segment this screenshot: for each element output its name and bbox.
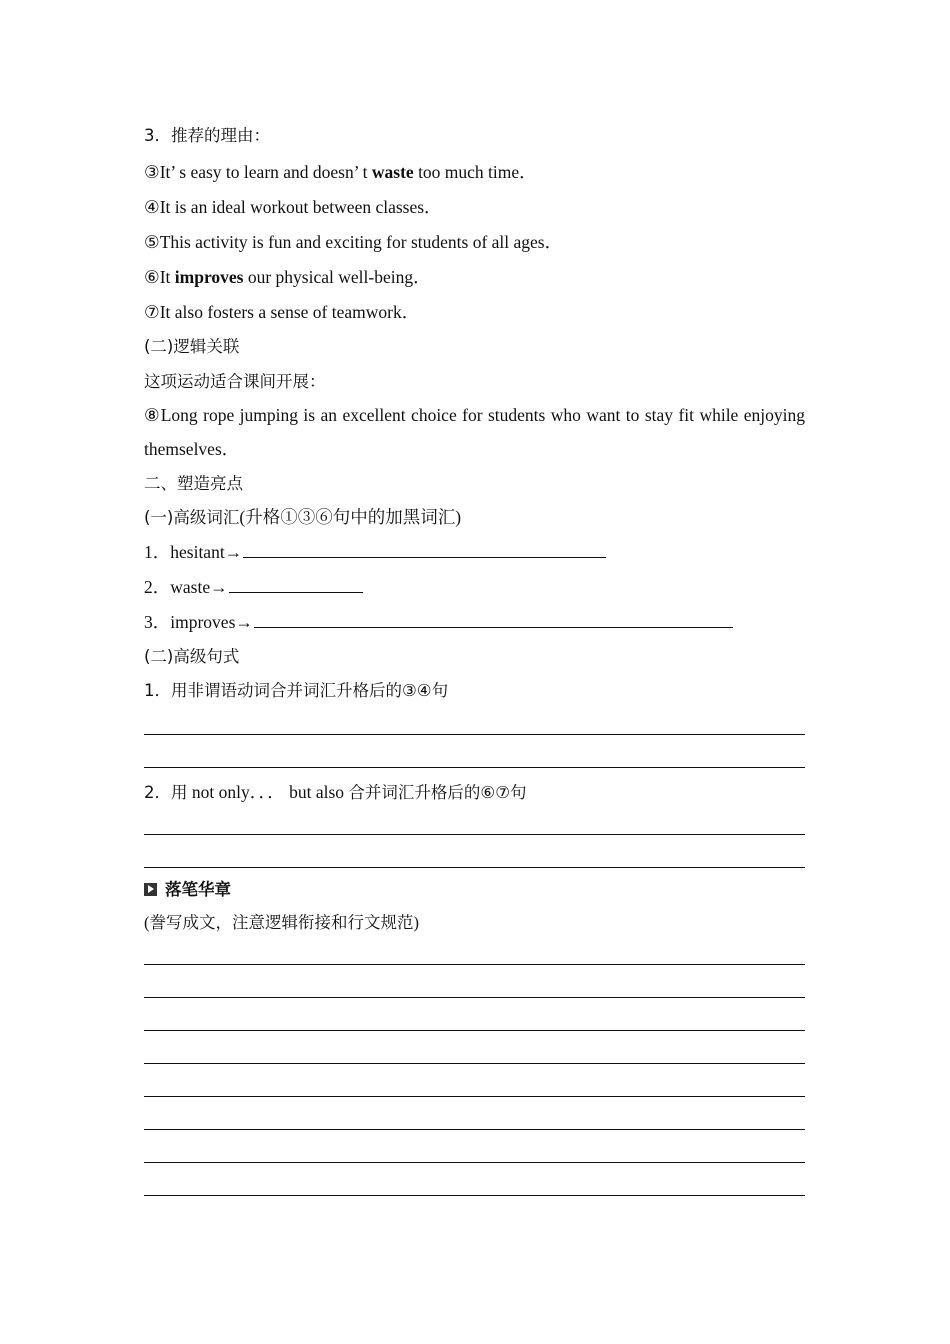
sentence-7: ⑦It also fosters a sense of teamwork． bbox=[144, 302, 420, 322]
task-1-answer-line-2[interactable] bbox=[144, 767, 805, 768]
task-2-pattern: not only．．． but also bbox=[187, 782, 349, 802]
writing-instruction: (誊写成文，注意逻辑衔接和行文规范) bbox=[144, 913, 419, 932]
writing-line-8[interactable] bbox=[144, 1195, 805, 1196]
sentence-6 bbox=[144, 267, 431, 287]
sentence-4: ④It is an ideal workout between classes． bbox=[144, 197, 442, 217]
vocab-item-2-label: 2．waste→ bbox=[144, 577, 228, 597]
vocab-item-3-label: 3．improves→ bbox=[144, 612, 253, 632]
vocab-item-2-blank[interactable] bbox=[229, 577, 363, 593]
vocab-heading bbox=[144, 507, 461, 528]
sentence-pattern-heading: (二)高级句式 bbox=[144, 647, 240, 666]
vocab-item-1 bbox=[144, 542, 606, 562]
logic-intro: 这项运动适合课间开展： bbox=[144, 372, 326, 391]
logic-heading: (二)逻辑关联 bbox=[144, 337, 240, 356]
sentence-3 bbox=[144, 162, 537, 182]
sentence-3-bold-word: waste bbox=[371, 162, 414, 182]
sentence-3-pre: ③It’ s easy to learn and doesn’ t bbox=[144, 162, 372, 182]
sentence-5: ⑤This activity is fun and exciting for students of all ages． bbox=[144, 232, 563, 252]
vocab-item-3-blank[interactable] bbox=[254, 612, 733, 628]
task-2-answer-line-1[interactable] bbox=[144, 834, 805, 835]
vocab-item-2 bbox=[144, 577, 363, 597]
sentence-8: ⑧Long rope jumping is an excellent choice for students who want to stay fit while enjoying themselves． bbox=[144, 405, 805, 459]
task-2-answer-line-2[interactable] bbox=[144, 867, 805, 868]
reasons-heading: 3．推荐的理由： bbox=[144, 126, 270, 145]
vocab-heading-note: (升格①③⑥句中的加黑词汇) bbox=[239, 507, 462, 527]
sentence-6-bold-word: improves bbox=[174, 267, 244, 287]
sentence-6-post: our physical well-being． bbox=[243, 267, 431, 287]
task-2 bbox=[144, 782, 527, 803]
task-2-pre: 2．用 bbox=[144, 783, 188, 802]
task-1-answer-line-1[interactable] bbox=[144, 734, 805, 735]
play-box-icon bbox=[144, 883, 157, 896]
highlights-heading: 二、塑造亮点 bbox=[144, 474, 243, 493]
vocab-item-3 bbox=[144, 612, 733, 632]
vocab-item-1-blank[interactable] bbox=[243, 542, 606, 558]
task-1: 1．用非谓语动词合并词汇升格后的③④句 bbox=[144, 681, 449, 700]
writing-line-2[interactable] bbox=[144, 997, 805, 998]
writing-heading bbox=[144, 879, 231, 900]
writing-line-7[interactable] bbox=[144, 1162, 805, 1163]
writing-line-5[interactable] bbox=[144, 1096, 805, 1097]
vocab-heading-label: (一)高级词汇 bbox=[144, 508, 240, 527]
writing-line-3[interactable] bbox=[144, 1030, 805, 1031]
writing-heading-label: 落笔华章 bbox=[165, 880, 231, 899]
sentence-3-post: too much time． bbox=[413, 162, 537, 182]
writing-line-1[interactable] bbox=[144, 964, 805, 965]
sentence-6-pre: ⑥It bbox=[144, 267, 175, 287]
writing-line-6[interactable] bbox=[144, 1129, 805, 1130]
task-2-post: 合并词汇升格后的⑥⑦句 bbox=[348, 783, 527, 802]
writing-line-4[interactable] bbox=[144, 1063, 805, 1064]
vocab-item-1-label: 1．hesitant→ bbox=[144, 542, 243, 562]
